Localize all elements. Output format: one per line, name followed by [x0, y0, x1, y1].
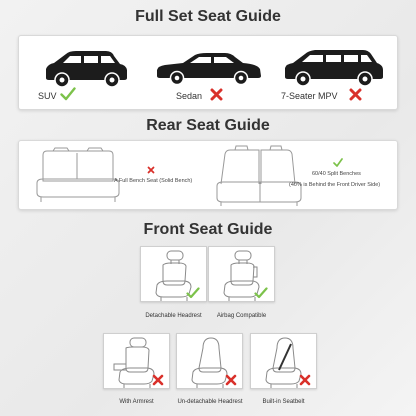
- cross-icon: [225, 374, 237, 386]
- vehicle-label-mpv: 7-Seater MPV: [281, 91, 338, 101]
- check-icon: [333, 158, 343, 167]
- front-seat-airbag-compatible: [208, 246, 275, 302]
- vehicle-mpv: [271, 36, 396, 111]
- front-seat-undetachable-headrest: [176, 333, 243, 389]
- vehicle-label-suv: SUV: [38, 91, 57, 101]
- seatbelt-strap: [279, 344, 291, 370]
- split-bench-seat-icon: [215, 144, 303, 208]
- cross-icon: [210, 88, 223, 101]
- check-icon: [254, 287, 268, 299]
- cross-icon: [299, 374, 311, 386]
- rear-seat-title: Rear Seat Guide: [146, 117, 270, 134]
- vehicle-sedan: [147, 36, 272, 111]
- caption-undetachable-headrest: Un-detachable Headrest: [177, 399, 243, 405]
- caption-with-armrest: With Armrest: [119, 399, 154, 405]
- cross-icon: [152, 374, 164, 386]
- check-icon: [186, 287, 200, 299]
- front-seat-detachable-headrest: [140, 246, 207, 302]
- split-bench-label-line1: 60/40 Split Benches: [312, 171, 361, 177]
- check-icon: [60, 87, 76, 101]
- solid-bench-label: A Full Bench Seat (Solid Bench): [114, 178, 193, 184]
- full-set-card: [18, 35, 398, 110]
- rear-seat-card: [18, 140, 398, 210]
- caption-airbag-compatible: Airbag Compatible: [216, 313, 267, 319]
- cross-icon: [349, 88, 362, 101]
- full-set-title: Full Set Seat Guide: [135, 8, 281, 25]
- front-seat-with-armrest: [103, 333, 170, 389]
- front-seat-title: Front Seat Guide: [143, 221, 273, 238]
- cross-icon: [147, 166, 155, 174]
- vehicle-suv: [24, 36, 149, 111]
- split-bench-label-line2: (40% is Behind the Front Driver Side): [289, 182, 381, 188]
- caption-builtin-seatbelt: Built-in Seatbelt: [262, 399, 305, 405]
- solid-bench-seat-icon: [33, 147, 123, 205]
- front-seat-builtin-seatbelt: [250, 333, 317, 389]
- caption-detachable-headrest: Detachable Headrest: [145, 313, 202, 319]
- vehicle-label-sedan: Sedan: [176, 91, 203, 101]
